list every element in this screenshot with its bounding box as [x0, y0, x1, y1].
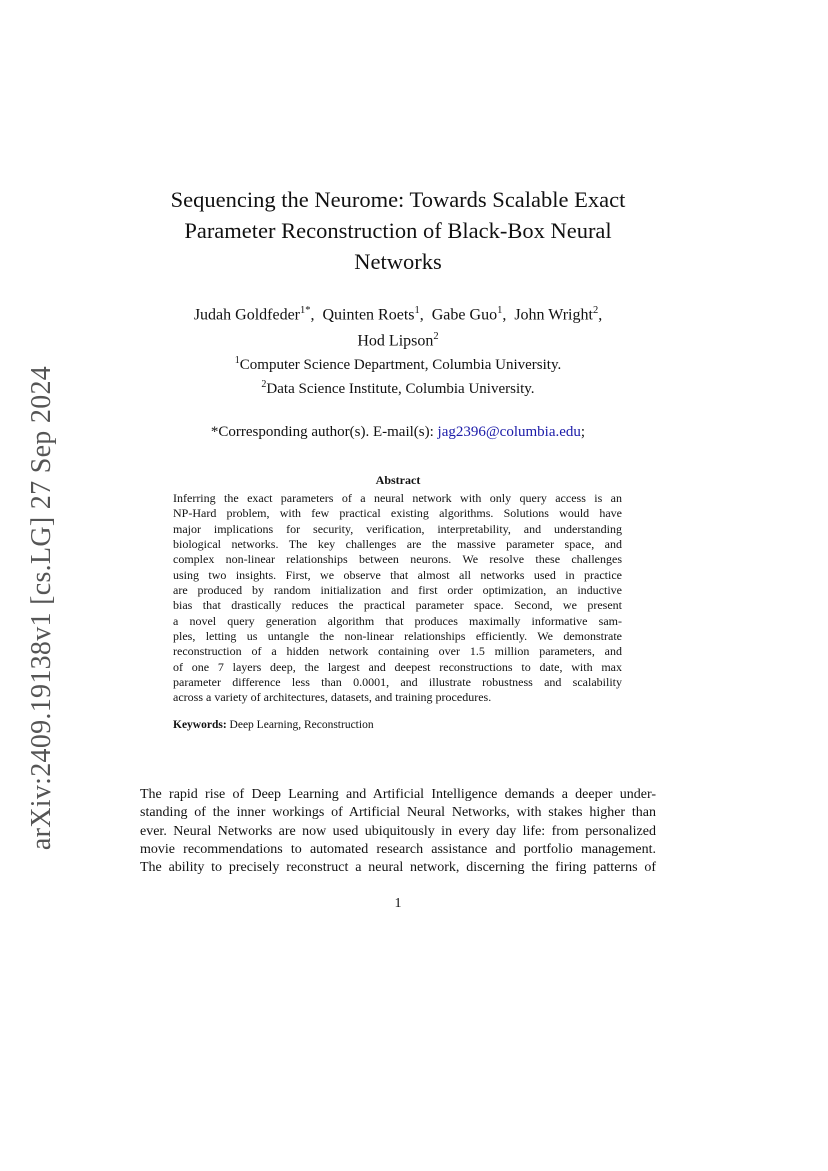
intro-line: The rapid rise of Deep Learning and Artificial Intelligence demands a deeper under- [140, 787, 656, 802]
intro-line: ever. Neural Networks are now used ubiquitously in every day life: from personalized [140, 823, 656, 839]
author-affiliation-mark: 2 [592, 305, 599, 316]
author-affiliation-mark: 2 [433, 331, 439, 343]
intro-line: standing of the inner workings of Artificial Neural Networks, with stakes higher than [140, 805, 656, 821]
affiliation-mark: 2 [261, 379, 267, 390]
abstract-line: major implications for security, verification, interpretability, and understanding [173, 521, 622, 536]
corresponding-author [140, 423, 656, 442]
abstract-line: reconstruction of a hidden network containing over 1.5 million parameters, and [173, 644, 622, 659]
abstract-body [173, 491, 622, 706]
author-name: Quinten Roets [322, 306, 415, 324]
introduction-text [140, 786, 656, 877]
abstract-line: parameter difference less than 0.0001, and illustrate robustness and scalability [173, 675, 622, 690]
affiliation-line [140, 351, 656, 375]
author-affiliation-mark: 1 [414, 305, 420, 316]
author-line: Judah Goldfeder$^{1*}$, Quinten Roets$^1$, Gabe Guo$^1$, John Wright$^2$, [193, 305, 603, 324]
abstract-line: complex non-linear relationships between neurons. We resolve these challenges [173, 552, 622, 567]
author-list [140, 300, 656, 353]
arxiv-side-stamp [22, 365, 62, 850]
title-line: Networks [354, 249, 442, 274]
keywords-text: Deep Learning, Reconstruction [226, 719, 374, 731]
author-name: Judah Goldfeder [193, 306, 300, 324]
corresponding-prefix: *Corresponding author(s). E-mail(s): [210, 424, 438, 440]
intro-line: movie recommendations to automated research assistance and portfolio management. [140, 841, 656, 857]
title-line: Parameter Reconstruction of Black-Box Neural [184, 218, 612, 243]
abstract-line: using two insights. First, we observe that almost all networks used in practice [173, 567, 622, 582]
author-name: Hod Lipson [357, 332, 434, 350]
abstract-line: of one 7 layers deep, the largest and deepest reconstructions to date, with max [173, 659, 622, 674]
affiliation-line [140, 375, 656, 399]
keywords-label: Keywords: [173, 719, 227, 731]
author-name: John Wright [514, 306, 593, 324]
abstract-line: ples, letting us untangle the non-linear relationships efficiently. We demonstrate [173, 629, 622, 644]
paper-title [140, 184, 656, 277]
page-number: 1 [394, 896, 402, 911]
keywords [173, 719, 374, 731]
abstract-line: biological networks. The key challenges are the massive parameter space, and [173, 537, 622, 552]
abstract-line: are produced by random initialization and first order optimization, an inductive [173, 583, 622, 598]
affiliation-text: Computer Science Department, Columbia University. [239, 357, 562, 373]
corresponding-suffix: ; [580, 424, 586, 440]
author-affiliation-mark: 1 [497, 305, 503, 316]
affiliations [140, 351, 656, 399]
affiliation-text: Data Science Institute, Columbia University. [266, 381, 535, 397]
arxiv-identifier: arXiv:2409.19138v1 [cs.LG] 27 Sep 2024 [26, 365, 58, 850]
abstract-line: a novel query generation algorithm that produces maximally informative sam- [173, 613, 622, 628]
author-name: Gabe Guo [431, 306, 498, 324]
author-affiliation-mark: 1* [300, 305, 311, 316]
email-link[interactable]: jag2396@columbia.edu [437, 424, 581, 440]
author-line [140, 326, 656, 352]
title-line: Sequencing the Neurome: Towards Scalable Exact [170, 187, 626, 212]
abstract-line: bias that drastically reduces the practical parameter space. Second, we present [173, 598, 622, 613]
abstract-line: Inferring the exact parameters of a neural network with only query access is an [173, 491, 622, 505]
abstract-heading: Abstract [375, 473, 421, 487]
abstract-line: across a variety of architectures, datasets, and training procedures. [173, 690, 492, 705]
abstract-line: NP-Hard problem, with few practical existing algorithms. Solutions would have [173, 506, 622, 521]
intro-line: The ability to precisely reconstruct a neural network, discerning the firing patterns of [140, 860, 656, 876]
affiliation-mark: 1 [234, 355, 240, 366]
